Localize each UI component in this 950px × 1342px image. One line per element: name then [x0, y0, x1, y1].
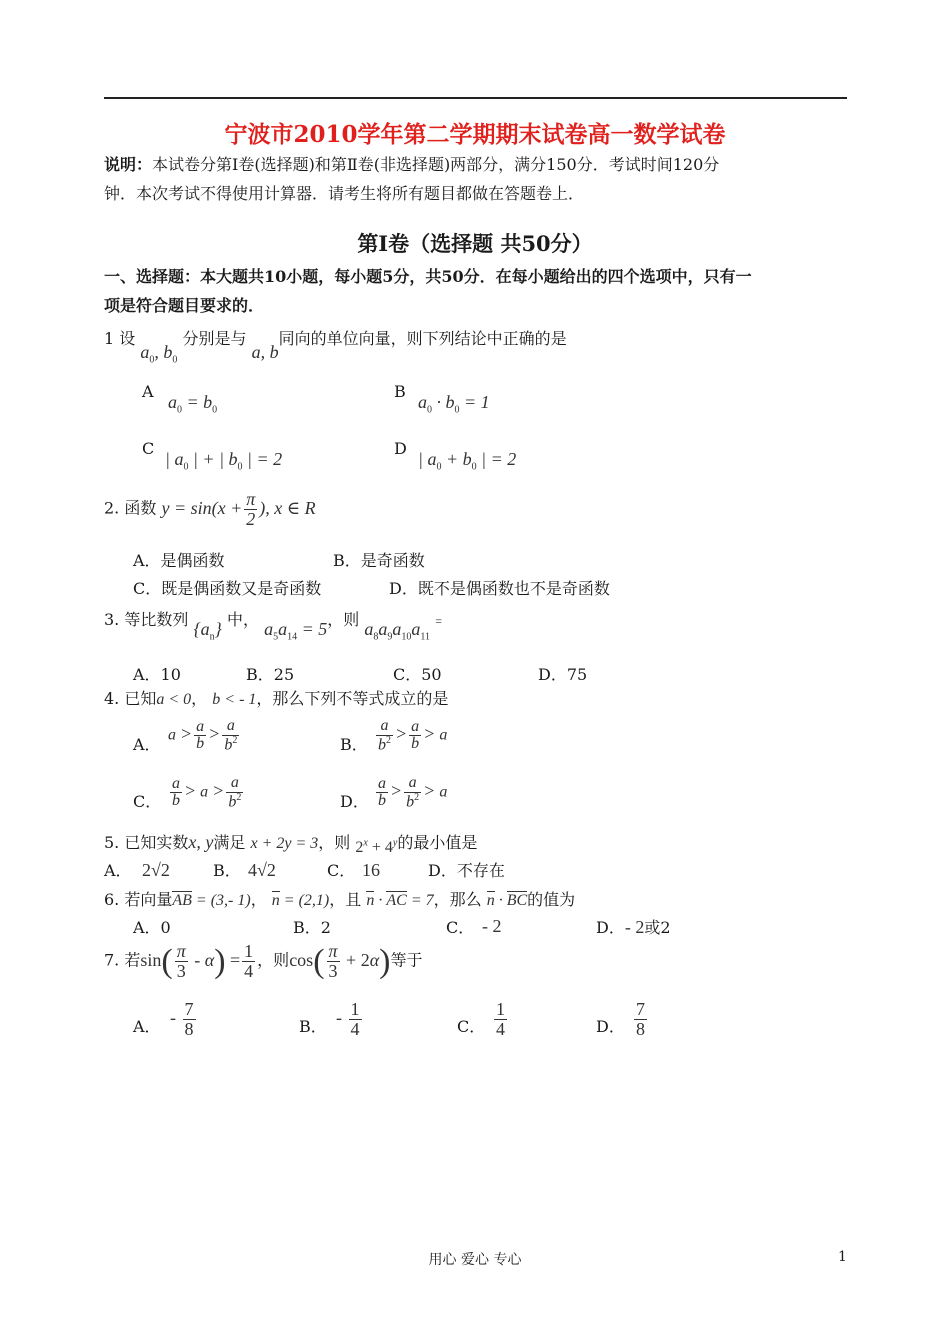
- q5-text-c: 的最小值是: [397, 833, 478, 852]
- q6-text-d: 的值为: [527, 890, 576, 909]
- question-6: [104, 887, 575, 910]
- q1-number: 1 设: [104, 329, 136, 348]
- q2-number: 2. 函数: [104, 498, 157, 518]
- q1-option-b-label: B: [394, 382, 406, 401]
- part1-instructions-1: 一、选择题：本大题共10小题，每小题5分，共50分．在每小题给出的四个选项中，只有一: [104, 267, 752, 286]
- q5-option-b-math: 4√2: [248, 860, 276, 880]
- header-rule: [104, 97, 847, 99]
- q3-math-product: $a_8a_9a_{10}a_{11}$ =: [364, 614, 443, 643]
- q4-math-b: b < - 1: [212, 691, 257, 708]
- q1-option-a-math: $a_0 = b_0$: [168, 392, 218, 416]
- q2-math-function: y = sin(x + $\frac{\pi}{2}$ ), x ∈ R: [161, 489, 316, 529]
- q5-option-b-label: B．: [213, 861, 241, 880]
- q4-text-a: ，: [191, 689, 208, 708]
- question-7: [104, 942, 423, 981]
- q7-option-c-math: $\frac{1}{4}$: [496, 999, 505, 1039]
- q7-option-c-label: C．: [457, 1017, 486, 1036]
- intro-line-2: 钟．本次考试不得使用计算器．请考生将所有题目都做在答题卷上．: [104, 184, 585, 203]
- q3-option-b: B．25: [246, 665, 295, 684]
- footer-motto: 用心 爱心 专心: [428, 1252, 522, 1268]
- q6-option-b: B．2: [293, 918, 331, 937]
- q6-math-n: n = (2,1): [271, 892, 330, 909]
- q4-option-b-math: $\frac{a}{b^2}$ > $\frac{a}{b}$ > a: [378, 717, 448, 754]
- q6-math-ab: AB = (3,- 1): [172, 892, 251, 909]
- q1-option-b-math: $a_0 \cdot b_0 = 1$: [418, 392, 490, 416]
- q5-option-c-label: C．: [327, 861, 356, 880]
- q5-text-a: 满足: [213, 833, 246, 852]
- q3-math-condition: $a_5a_{14} = 5$: [264, 619, 328, 643]
- q5-math-condition: x + 2y = 3: [250, 835, 319, 852]
- section-title: 第Ⅰ卷（选择题 共50分）: [357, 231, 593, 256]
- q7-option-a-math: - $\frac{7}{8}$: [170, 999, 194, 1039]
- q1-math-ab: a, b: [251, 342, 279, 362]
- q3-math-sequence: $\{a_n\}$: [193, 619, 222, 643]
- q7-option-b-label: B．: [299, 1017, 327, 1036]
- q6-option-d-tail: 或2: [644, 918, 671, 937]
- q7-math-cos: cos( $\frac{\pi}{3}$ + 2α): [289, 941, 391, 981]
- q2-option-c: C．既是偶函数又是奇函数: [133, 579, 322, 598]
- intro-line-1: [104, 152, 719, 175]
- q6-option-d-prefix: D．: [596, 918, 625, 937]
- q1-math-a0b0: $a_0$, $b_0$: [140, 342, 178, 366]
- q4-option-d-label: D．: [340, 792, 369, 811]
- q1-text-a: 分别是与: [182, 329, 247, 348]
- q3-text-b: ，则: [327, 610, 360, 629]
- q7-math-sin: sin( $\frac{\pi}{3}$ - α) = $\frac{1}{4}$: [140, 941, 254, 981]
- q5-math-expression: $2^x + 4^y$: [355, 837, 398, 856]
- q1-text-b: 同向的单位向量，则下列结论中正确的是: [278, 329, 567, 348]
- intro-label: 说明：: [104, 155, 153, 174]
- q4-option-a-label: A．: [133, 735, 161, 754]
- q5-option-d: D．不存在: [428, 861, 505, 880]
- q4-math-a: a < 0: [156, 691, 192, 708]
- q5-option-c-math: 16: [362, 860, 380, 880]
- q6-option-d-math: - 2: [624, 917, 645, 937]
- q3-option-d: D．75: [538, 665, 588, 684]
- q2-option-a: A．是偶函数: [133, 551, 225, 570]
- q4-option-c-math: $\frac{a}{b}$ > a > $\frac{a}{b^2}$: [172, 774, 242, 811]
- question-3: [104, 607, 443, 643]
- q6-number: 6. 若向量: [104, 890, 173, 909]
- q6-option-a: A．0: [133, 918, 171, 937]
- q6-text-b: ，且: [329, 890, 362, 909]
- q6-text-a: ，: [250, 890, 267, 909]
- q1-option-c-label: C: [142, 439, 155, 458]
- q2-option-b: B．是奇函数: [333, 551, 425, 570]
- q1-option-a-label: A: [142, 382, 154, 401]
- q3-option-a: A．10: [133, 665, 181, 684]
- q3-number: 3. 等比数列: [104, 610, 189, 629]
- q5-math-xy: x, y: [188, 832, 214, 852]
- page-title: 宁波市2010学年第二学期期末试卷高一数学试卷: [224, 121, 726, 148]
- q6-math-nbc: n · BC: [486, 892, 528, 909]
- q6-option-d-label: [596, 915, 671, 938]
- part1-instructions-2: 项是符合题目要求的．: [104, 296, 265, 315]
- q7-option-a-label: A．: [133, 1017, 161, 1036]
- q7-option-b-math: - $\frac{1}{4}$: [336, 999, 360, 1039]
- q4-text-b: ，那么下列不等式成立的是: [256, 689, 449, 708]
- q1-option-c-math: | $a_0$ | + | $b_0$ | = 2: [165, 449, 283, 473]
- question-1: [104, 326, 567, 366]
- question-2: [104, 490, 316, 529]
- q1-option-d-math: | $a_0 + b_0$ | = 2: [418, 449, 517, 473]
- q4-number: 4. 已知: [104, 689, 157, 708]
- q3-text-a: 中，: [226, 610, 259, 629]
- q1-option-d-label: D: [394, 439, 407, 458]
- q6-option-c-math: - 2: [482, 916, 502, 936]
- q5-number: 5. 已知实数: [104, 833, 189, 852]
- q7-text-b: 等于: [390, 950, 423, 970]
- q7-text-a: ，则: [257, 950, 290, 970]
- q4-option-a-math: a > $\frac{a}{b}$ > $\frac{a}{b^2}$: [168, 717, 238, 754]
- question-5: [104, 830, 478, 856]
- q7-number: 7. 若: [104, 950, 141, 970]
- q4-option-b-label: B．: [340, 735, 368, 754]
- q4-option-d-math: $\frac{a}{b}$ > $\frac{a}{b^2}$ > a: [378, 774, 448, 811]
- q6-option-c-label: C．: [446, 918, 475, 937]
- page-number: 1: [838, 1249, 847, 1265]
- q7-option-d-math: $\frac{7}{8}$: [636, 999, 645, 1039]
- q5-option-a-math: 2√2: [142, 860, 170, 880]
- q3-option-c: C．50: [393, 665, 442, 684]
- q6-math-nac: n · AC = 7: [366, 892, 434, 909]
- q4-option-c-label: C．: [133, 792, 162, 811]
- q2-option-d: D．既不是偶函数也不是奇函数: [389, 579, 610, 598]
- q5-text-b: ，则: [318, 833, 351, 852]
- q7-option-d-label: D．: [596, 1017, 625, 1036]
- q6-text-c: ，那么: [433, 890, 482, 909]
- q5-option-a-label: A．: [104, 861, 132, 880]
- question-4: [104, 686, 448, 709]
- intro-text-1: 本试卷分第Ⅰ卷(选择题)和第Ⅱ卷(非选择题)两部分，满分150分．考试时间120分: [152, 155, 720, 174]
